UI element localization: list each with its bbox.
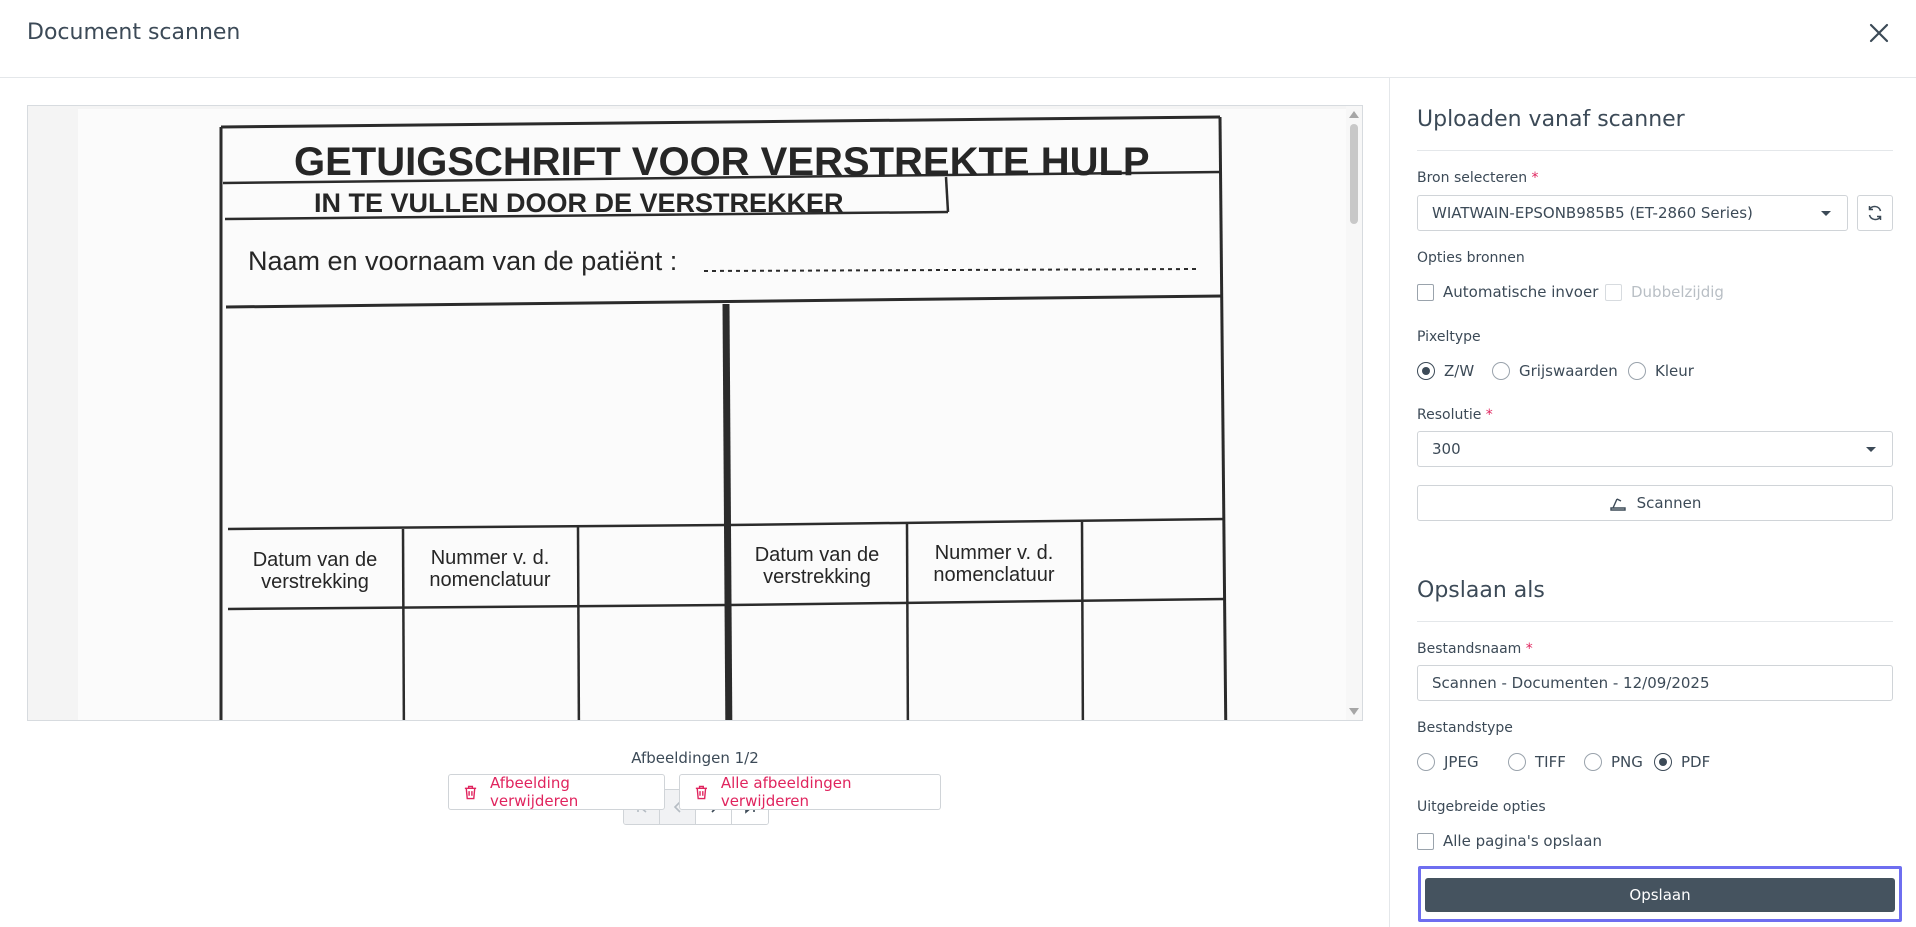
refresh-sources-button[interactable]: [1857, 195, 1893, 231]
doc-col-date-1: Datum van de: [252, 549, 378, 571]
doc-col-date-4: verstrekking: [763, 566, 871, 588]
auto-feed-checkbox[interactable]: [1417, 284, 1434, 301]
filename-label-text: Bestandsnaam: [1417, 641, 1522, 657]
save-all-pages-checkbox[interactable]: [1417, 833, 1434, 850]
source-label-text: Bron selecteren: [1417, 170, 1528, 186]
delete-all-images-label: Alle afbeeldingen verwijderen: [720, 774, 852, 810]
pixel-type-color-radio[interactable]: [1628, 362, 1646, 380]
pixel-type-gray-option[interactable]: [1492, 362, 1618, 380]
resolution-select[interactable]: [1417, 431, 1893, 467]
filetype-label: Bestandstype: [1417, 720, 1513, 736]
preview-panel: [0, 78, 1390, 927]
doc-heading: GETUIGSCHRIFT VOOR VERSTREKTE HULP: [294, 140, 1150, 184]
required-mark: *: [1485, 407, 1493, 423]
section-divider: [1417, 621, 1893, 622]
filetype-pdf-label: PDF: [1681, 753, 1711, 771]
pager-label: Afbeeldingen 1/2: [631, 749, 759, 767]
refresh-icon: [1866, 204, 1884, 222]
trash-icon: [694, 784, 709, 801]
close-icon[interactable]: [1866, 20, 1892, 46]
pixel-type-gray-label: Grijswaarden: [1519, 362, 1618, 380]
save-all-pages-option[interactable]: [1417, 832, 1602, 850]
auto-feed-label: Automatische invoer: [1443, 283, 1599, 301]
required-mark: *: [1525, 641, 1533, 657]
filename-input[interactable]: Scannen - Documenten - 12/09/2025: [1417, 665, 1893, 701]
filetype-jpeg-option[interactable]: [1417, 753, 1479, 771]
pixel-type-bw-radio[interactable]: [1417, 362, 1435, 380]
save-button-focus-ring: [1418, 866, 1902, 922]
pixel-type-bw-option[interactable]: [1417, 362, 1474, 380]
scan-button-label: Scannen: [1636, 494, 1702, 512]
doc-patient-line: Naam en voornaam van de patiënt :: [248, 246, 678, 276]
dialog-header: [0, 0, 1916, 78]
pixel-type-label: Pixeltype: [1417, 329, 1481, 345]
doc-col-date-2: verstrekking: [261, 571, 369, 593]
doc-col-nom-2: nomenclatuur: [429, 569, 551, 591]
delete-image-button[interactable]: [448, 774, 665, 810]
scanner-section-title: Uploaden vanaf scanner: [1417, 107, 1685, 132]
filetype-tiff-option[interactable]: [1508, 753, 1566, 771]
scroll-down-icon[interactable]: [1349, 708, 1359, 715]
doc-col-nom-1: Nummer v. d.: [430, 547, 550, 569]
trash-icon: [463, 784, 478, 801]
caret-down-icon: [1866, 447, 1876, 452]
resolution-label: [1417, 407, 1493, 423]
doc-col-nom-3: Nummer v. d.: [934, 542, 1054, 564]
filetype-tiff-label: TIFF: [1535, 753, 1566, 771]
filetype-tiff-radio[interactable]: [1508, 753, 1526, 771]
save-button[interactable]: Opslaan: [1425, 878, 1895, 912]
scroll-up-icon[interactable]: [1349, 111, 1359, 118]
resolution-select-value: 300: [1432, 440, 1461, 458]
filetype-jpeg-label: JPEG: [1444, 753, 1479, 771]
scan-preview[interactable]: [27, 105, 1363, 721]
scanned-document-image: [78, 109, 1348, 721]
preview-scrollbar[interactable]: [1346, 106, 1362, 720]
source-label: [1417, 170, 1539, 186]
scrollbar-thumb[interactable]: [1350, 124, 1358, 224]
source-select-value: WIATWAIN-EPSONB985B5 (ET-2860 Series): [1432, 204, 1753, 222]
panel-divider: [1389, 78, 1390, 927]
doc-col-date-3: Datum van de: [754, 544, 880, 566]
dialog-title: Document scannen: [27, 20, 241, 45]
filetype-png-radio[interactable]: [1584, 753, 1602, 771]
scan-button[interactable]: [1417, 485, 1893, 521]
doc-subheading: IN TE VULLEN DOOR DE VERSTREKKER: [314, 188, 844, 218]
save-all-pages-label: Alle pagina's opslaan: [1443, 832, 1602, 850]
advanced-options-label: Uitgebreide opties: [1417, 799, 1546, 815]
scanner-icon: [1609, 495, 1627, 511]
resolution-label-text: Resolutie: [1417, 407, 1482, 423]
duplex-option[interactable]: [1605, 283, 1724, 301]
pixel-type-gray-radio[interactable]: [1492, 362, 1510, 380]
duplex-label: Dubbelzijdig: [1631, 283, 1724, 301]
filename-label: [1417, 641, 1533, 657]
filetype-png-option[interactable]: [1584, 753, 1643, 771]
filetype-pdf-radio[interactable]: [1654, 753, 1672, 771]
filetype-png-label: PNG: [1611, 753, 1643, 771]
save-section-title: Opslaan als: [1417, 578, 1545, 603]
source-select[interactable]: [1417, 195, 1848, 231]
section-divider: [1417, 150, 1893, 151]
pixel-type-color-option[interactable]: [1628, 362, 1694, 380]
delete-image-label: Afbeelding verwijderen: [490, 774, 579, 810]
caret-down-icon: [1821, 211, 1831, 216]
pixel-type-bw-label: Z/W: [1444, 362, 1475, 380]
doc-col-nom-4: nomenclatuur: [933, 564, 1055, 586]
filetype-pdf-option[interactable]: [1654, 753, 1710, 771]
required-mark: *: [1531, 170, 1539, 186]
delete-all-images-button[interactable]: [679, 774, 941, 810]
source-options-label: Opties bronnen: [1417, 250, 1525, 266]
auto-feed-option[interactable]: [1417, 283, 1598, 301]
filetype-jpeg-radio[interactable]: [1417, 753, 1435, 771]
pixel-type-color-label: Kleur: [1655, 362, 1694, 380]
duplex-checkbox[interactable]: [1605, 284, 1622, 301]
